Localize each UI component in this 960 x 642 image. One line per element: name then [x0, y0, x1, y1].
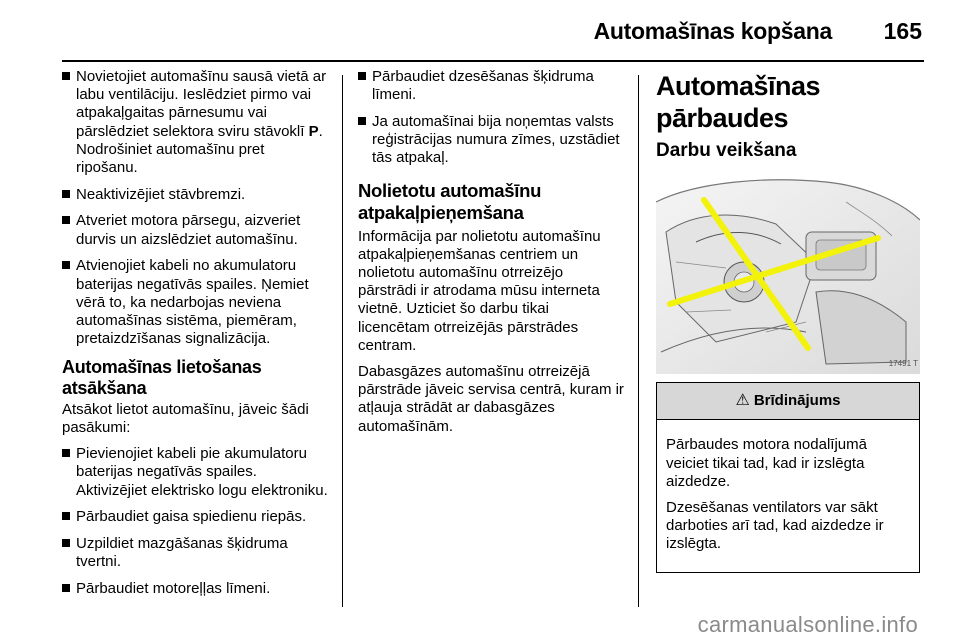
bullet-item: [62, 68, 330, 177]
bullet-item: [358, 113, 624, 168]
bullet-text: Neaktivizējiet stāvbremzi.: [76, 185, 246, 203]
bullet-text: Novietojiet automašīnu sausā vietā ar labu ventilāciju. Ieslēdziet pirmo vai atpakaļgaitas pārnesumu vai pārslēdziet selektora sviru stāvoklī: [76, 68, 327, 140]
bullet-item: [62, 580, 330, 598]
warning-triangle-icon: ⚠: [735, 392, 750, 410]
bullet-square-icon: [62, 216, 70, 224]
bullet-square-icon: [62, 72, 70, 80]
bullet-item: [62, 535, 330, 571]
section-intro: Atsākot lietot automašīnu, jāveic šādi pasākumi:: [62, 400, 309, 437]
column-3: [656, 70, 924, 573]
warning-header: [657, 383, 919, 420]
bullet-text: Ja automašīnai bija noņemtas valsts reģistrācijas numura zīmes, uzstādiet tās atpakaļ.: [372, 112, 620, 167]
page-number: 165: [883, 18, 922, 44]
header-rule: [62, 60, 924, 62]
bullet-square-icon: [62, 190, 70, 198]
bullet-square-icon: [358, 117, 366, 125]
bullet-text: Pārbaudiet dzesēšanas šķidruma līmeni.: [372, 68, 594, 104]
bullet-text: Uzpildiet mazgāšanas šķidruma tvertni.: [76, 535, 288, 571]
bullet-square-icon: [62, 449, 70, 457]
watermark: carmanualsonline.info: [697, 612, 918, 637]
bullet-text: Pārbaudiet gaisa spiedienu riepās.: [76, 508, 307, 526]
warning-box: [656, 382, 920, 572]
column-2: [358, 68, 624, 444]
paragraph: Informācija par nolietotu automašīnu atpakaļpieņemšanas centriem un nolietotu automašīnu otrreizējo pārstrādi ir atrodama mūsu interneta vietnē. Uzticiet šo darbu tikai licencētam otrreizējās pārstrādes centram.: [358, 227, 601, 354]
warning-paragraph: Dzesēšanas ventilators var sākt darboties arī tad, kad aizdedze ir izslēgta.: [666, 499, 884, 553]
column-1: [62, 68, 330, 607]
bullet-text: Atveriet motora pārsegu, aizveriet durvis un aizslēdziet automašīnu.: [76, 212, 301, 248]
bullet-square-icon: [62, 584, 70, 592]
bullet-text: Pievienojiet kabeli pie akumulatoru baterijas negatīvās spailes. Aktivizējiet elektrisko logu elektroniku.: [76, 445, 328, 499]
bullet-text: Atvienojiet kabeli no akumulatoru baterijas negatīvās spailes. Ņemiet vērā to, ka nedarbojas neviena automašīnas sistēma, piemēram, pretaizdzīšanas signalizācija.: [76, 257, 309, 348]
sub-heading: Darbu veikšana: [656, 140, 797, 161]
figure-code: 17491 T: [888, 359, 918, 368]
bullet-text-tail: . Nodrošiniet automašīnu pret ripošanu.: [76, 122, 323, 177]
column-divider-1: [342, 75, 343, 607]
column-divider-2: [638, 75, 639, 607]
bullet-text: Pārbaudiet motoreļļas līmeni.: [76, 579, 271, 597]
bullet-item: [62, 445, 330, 500]
warning-title: Brīdinājums: [753, 392, 841, 410]
paragraph: Dabasgāzes automašīnu otrreizējā pārstrāde jāveic servisa centrā, kuram ir atļauja strādāt ar dabasgāzes automašīnām.: [358, 362, 624, 435]
bullet-text-bold: P: [308, 122, 319, 140]
page-header-title: Automašīnas kopšana: [593, 18, 832, 44]
section-heading: Nolietotu automašīnu atpakaļpieņemšana: [358, 179, 542, 223]
main-heading: Automašīnas pārbaudes: [656, 71, 821, 133]
bullet-square-icon: [62, 512, 70, 520]
bullet-item: [62, 186, 330, 204]
bullet-item: [62, 212, 330, 248]
warning-paragraph: Pārbaudes motora nodalījumā veiciet tikai tad, kad ir izslēgta aizdedze.: [666, 436, 867, 490]
bullet-square-icon: [62, 261, 70, 269]
section-heading: Automašīnas lietošanas atsākšana: [62, 356, 262, 398]
warning-body: [657, 420, 919, 571]
bullet-square-icon: [358, 72, 366, 80]
bullet-item: [62, 508, 330, 526]
bullet-item: [62, 257, 330, 348]
bullet-item: [358, 68, 624, 104]
engine-bay-drawing: [656, 172, 920, 374]
engine-bay-illustration: [656, 172, 920, 374]
bullet-square-icon: [62, 539, 70, 547]
